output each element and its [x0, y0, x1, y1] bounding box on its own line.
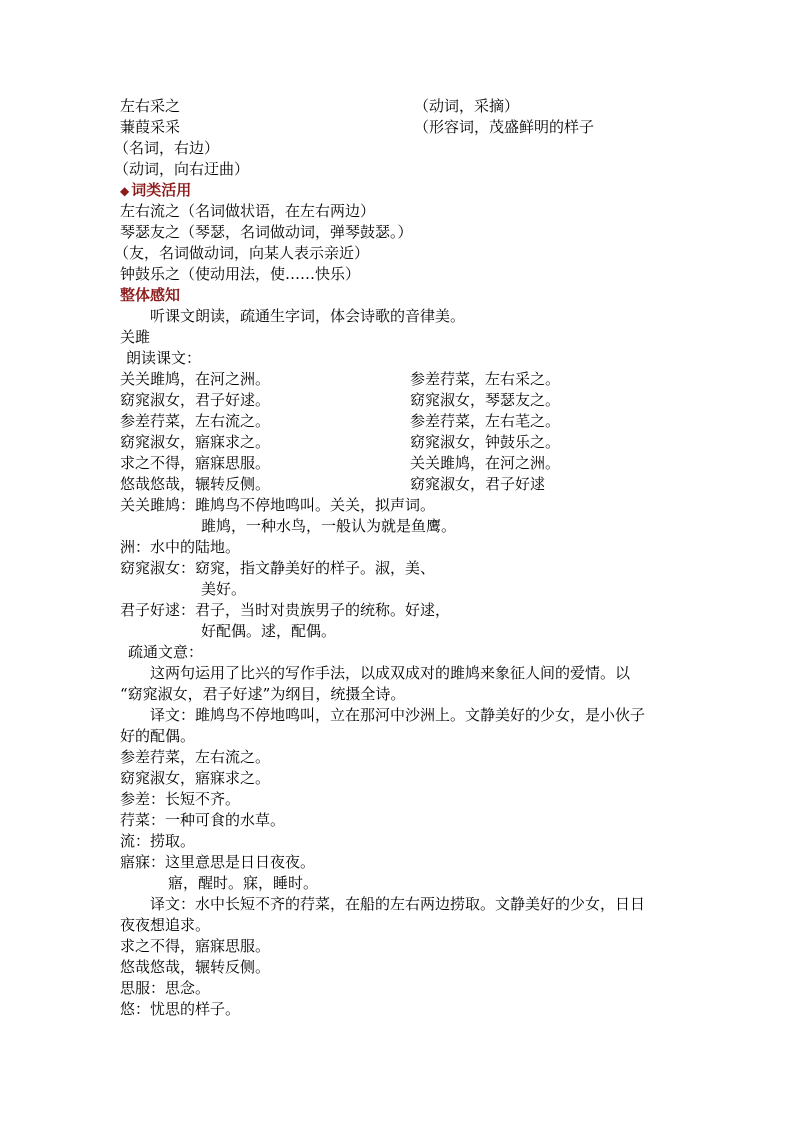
text-line: 关关雎鸠：雎鸠鸟不停地鸣叫。关关，拟声词。	[120, 496, 436, 514]
text-line: （形容词，茂盛鲜明的样子	[414, 118, 595, 136]
text-line: （动词，向右迂曲）	[114, 160, 250, 178]
text-line: 悠：忧思的样子。	[120, 1000, 241, 1018]
text-line: “窈窕淑女，君子好逑”为纲目，统摄全诗。	[120, 685, 406, 703]
section-heading	[120, 180, 191, 201]
text-line: 君子好逑：君子，当时对贵族男子的统称。好逑，	[120, 601, 451, 619]
text-line: 好配偶。逑，配偶。	[201, 622, 337, 640]
text-line: 听课文朗读，疏通生字词，体会诗歌的音律美。	[150, 307, 466, 325]
text-line: （动词，采摘）	[414, 97, 520, 115]
text-line: 荇菜：一种可食的水草。	[120, 811, 286, 829]
poem-line-right: 窈窕淑女，君子好逑	[410, 475, 546, 493]
poem-line-left: 求之不得，寤寐思服。	[120, 454, 271, 472]
poem-line-left: 窈窕淑女，寤寐求之。	[120, 433, 271, 451]
text-line: 译文：水中长短不齐的荇菜，在船的左右两边捞取。文静美好的少女，日日	[150, 895, 646, 913]
text-line: 参差：长短不齐。	[120, 790, 241, 808]
text-line: 左右采之	[120, 97, 181, 115]
text-line: 寤寐：这里意思是日日夜夜。	[120, 853, 316, 871]
poem-line-left: 关关雎鸠，在河之洲。	[120, 370, 271, 388]
text-line: 寤，醒时。寐，睡时。	[168, 874, 319, 892]
text-line: 译文：雎鸠鸟不停地鸣叫，立在那河中沙洲上。文静美好的少女，是小伙子	[150, 706, 646, 724]
text-line: （名词，右边）	[114, 139, 220, 157]
text-line: 关雎	[120, 328, 151, 346]
text-line: 思服：思念。	[120, 979, 211, 997]
text-line: 琴瑟友之（琴瑟，名词做动词，弹琴鼓瑟。）	[120, 223, 413, 241]
text-line: （友，名词做动词，向某人表示亲近）	[114, 244, 370, 262]
text-line: 这两句运用了比兴的写作手法，以成双成对的雎鸠来象征人间的爱情。以	[150, 664, 631, 682]
text-line: 雎鸠，一种水鸟，一般认为就是鱼鹰。	[201, 517, 457, 535]
text-line: 求之不得，寤寐思服。	[120, 937, 271, 955]
section-heading: 整体感知	[120, 286, 181, 304]
text-line: 洲：水中的陆地。	[120, 538, 241, 556]
text-line: 夜夜想追求。	[120, 916, 211, 934]
poem-line-left: 窈窕淑女，君子好逑。	[120, 391, 271, 409]
section-heading-text: 词类活用	[131, 181, 192, 199]
poem-line-right: 窈窕淑女，钟鼓乐之。	[410, 433, 561, 451]
text-line: 蒹葭采采	[120, 118, 181, 136]
text-line: 悠哉悠哉，辗转反侧。	[120, 958, 271, 976]
poem-line-right: 窈窕淑女，琴瑟友之。	[410, 391, 561, 409]
poem-line-right: 参差荇菜，左右采之。	[410, 370, 561, 388]
text-line: 美好。	[201, 580, 247, 598]
text-line: 参差荇菜，左右流之。	[120, 748, 271, 766]
text-line: 流：捞取。	[120, 832, 196, 850]
poem-line-right: 关关雎鸠，在河之洲。	[410, 454, 561, 472]
text-line: 窈窕淑女：窈窕，指文静美好的样子。淑，美、	[120, 559, 436, 577]
text-line: 朗读课文：	[126, 349, 202, 367]
poem-line-left: 参差荇菜，左右流之。	[120, 412, 271, 430]
text-line: 好的配偶。	[120, 727, 196, 745]
text-line: 窈窕淑女，寤寐求之。	[120, 769, 271, 787]
diamond-bullet-icon: ◆	[120, 184, 130, 198]
poem-line-right: 参差荇菜，左右芼之。	[410, 412, 561, 430]
text-line: 钟鼓乐之（使动用法，使……快乐）	[120, 265, 361, 283]
text-line: 左右流之（名词做状语，在左右两边）	[120, 202, 376, 220]
poem-line-left: 悠哉悠哉，辗转反侧。	[120, 475, 271, 493]
text-line: 疏通文意：	[128, 643, 204, 661]
